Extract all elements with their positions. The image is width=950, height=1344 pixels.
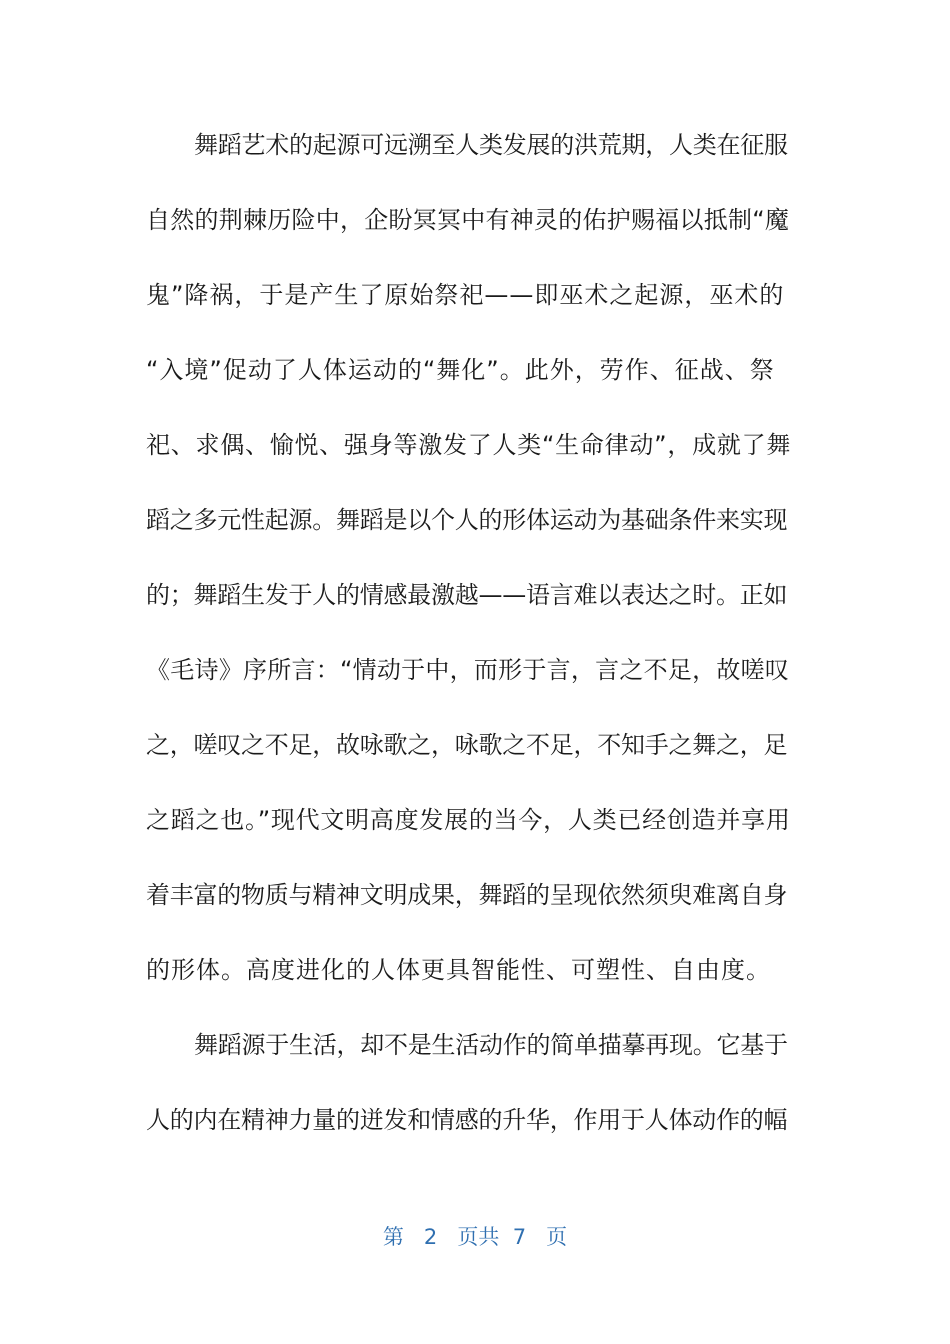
paragraph-line: 蹈之多元性起源。舞蹈是以个人的形体运动为基础条件来实现: [146, 506, 788, 534]
footer-middle: 页共: [457, 1225, 500, 1249]
paragraph-line: 的形体。高度进化的人体更具智能性、可塑性、自由度。: [146, 956, 771, 984]
paragraph-line: 着丰富的物质与精神文明成果，舞蹈的呈现依然须臾难离自身: [146, 881, 788, 909]
paragraph-line: 鬼”降祸，于是产生了原始祭祀——即巫术之起源，巫术的: [146, 281, 785, 309]
paragraph-line: 舞蹈艺术的起源可远溯至人类发展的洪荒期，人类在征服: [194, 131, 788, 159]
paragraph-line: 之蹈之也。”现代文明高度发展的当今，人类已经创造并享用: [146, 806, 791, 834]
paragraph-line: 祀、求偶、愉悦、强身等激发了人类“生命律动”，成就了舞: [146, 431, 792, 459]
paragraph-line: 舞蹈源于生活，却不是生活动作的简单描摹再现。它基于: [194, 1031, 788, 1059]
page-footer: [0, 1223, 950, 1251]
current-page-number: 2: [423, 1225, 438, 1249]
paragraph-line: 之，嗟叹之不足，故咏歌之，咏歌之不足，不知手之舞之，足: [146, 731, 788, 759]
footer-prefix: 第: [382, 1225, 404, 1249]
paragraph-line: 自然的荆棘历险中，企盼冥冥中有神灵的佑护赐福以抵制“魔: [146, 206, 790, 234]
total-pages-number: 7: [512, 1225, 527, 1249]
paragraph-line: “入境”促动了人体运动的“舞化”。此外，劳作、征战、祭: [146, 356, 775, 384]
paragraph-line: 的；舞蹈生发于人的情感最激越——语言难以表达之时。正如: [146, 581, 788, 609]
paragraph-line: 人的内在精神力量的迸发和情感的升华，作用于人体动作的幅: [146, 1106, 788, 1134]
paragraph-line: 《毛诗》序所言：“情动于中，而形于言，言之不足，故嗟叹: [146, 656, 790, 684]
footer-suffix: 页: [546, 1225, 568, 1249]
